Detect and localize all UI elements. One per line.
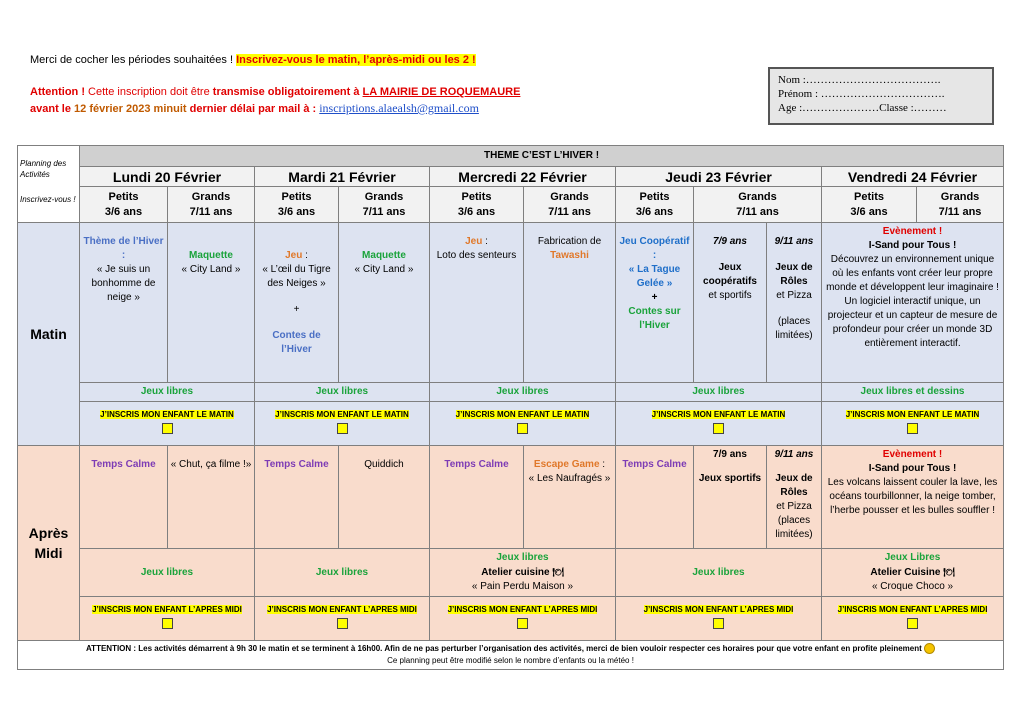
period-matin: Matin xyxy=(18,223,80,446)
attention-text: Cette inscription doit être xyxy=(84,86,213,98)
inscription-apres-vendredi: J’INSCRIS MON ENFANT L’APRES MIDI xyxy=(822,597,1004,641)
apres-mardi-libres: Jeux libres xyxy=(255,549,430,597)
age-grands: Grands 7/11 ans xyxy=(694,187,822,223)
cutlery-icon: 🍽 xyxy=(943,567,955,577)
planning-table xyxy=(17,145,1004,670)
matin-mercredi-grands: Fabrication de Tawashi xyxy=(524,223,616,383)
checkbox-apres-mercredi[interactable] xyxy=(517,618,528,629)
checkbox-matin-lundi[interactable] xyxy=(162,423,173,434)
apres-lundi-libres: Jeux libres xyxy=(80,549,255,597)
deadline-suffix: dernier délai par mail à : xyxy=(186,103,320,115)
inscription-apres-jeudi: J’INSCRIS MON ENFANT L’APRES MIDI xyxy=(616,597,822,641)
checkbox-matin-mercredi[interactable] xyxy=(517,423,528,434)
matin-mercredi-petits: Jeu : Loto des senteurs xyxy=(430,223,524,383)
checkbox-matin-vendredi[interactable] xyxy=(907,423,918,434)
apres-mercredi-grands: Escape Game : « Les Naufragés » xyxy=(524,446,616,549)
attention-bold: transmise obligatoirement à xyxy=(212,86,363,98)
attention-label: Attention ! xyxy=(30,86,85,98)
intro-text: Merci de cocher les périodes souhaitées ! xyxy=(30,54,237,66)
apres-vendredi-libres: Jeux Libres Atelier Cuisine 🍽 « Croque Choco » xyxy=(822,549,1004,597)
inscription-apres-mardi: J’INSCRIS MON ENFANT L’APRES MIDI xyxy=(255,597,430,641)
matin-mardi-grands: Maquette « City Land » xyxy=(339,223,430,383)
inscrivez-label: Inscrivez-vous ! xyxy=(20,195,76,204)
apres-lundi-petits: Temps Calme xyxy=(80,446,168,549)
age-petits: Petits 3/6 ans xyxy=(822,187,917,223)
period-apres-midi: Après Midi xyxy=(18,446,80,641)
apres-mardi-grands: Quiddich xyxy=(339,446,430,549)
email-link[interactable]: inscriptions.alaealsh@gmail.com xyxy=(319,101,479,115)
matin-jeudi-petits: Jeu Coopératif : « La Tague Gelée » + Contes sur l’Hiver xyxy=(616,223,694,383)
attention-line xyxy=(30,86,520,98)
intro-highlight: Inscrivez-vous le matin, l’après-midi ou les 2 ! xyxy=(236,54,476,66)
deadline-line xyxy=(30,101,479,116)
apres-mercredi-petits: Temps Calme xyxy=(430,446,524,549)
matin-jeudi-9-11: 9/11 ans Jeux de Rôles et Pizza (places limitées) xyxy=(767,223,822,383)
checkbox-matin-mardi[interactable] xyxy=(337,423,348,434)
age-petits: Petits 3/6 ans xyxy=(255,187,339,223)
prenom-field[interactable]: Prénom : ……………………………. xyxy=(778,88,945,100)
age-petits: Petits 3/6 ans xyxy=(80,187,168,223)
intro-line xyxy=(30,54,476,66)
day-lundi: Lundi 20 Février xyxy=(80,167,255,187)
matin-mardi-petits: Jeu : « L’œil du Tigre des Neiges » + Contes de l’Hiver xyxy=(255,223,339,383)
matin-jeudi-7-9: 7/9 ans Jeux coopératifs et sportifs xyxy=(694,223,767,383)
age-petits: Petits 3/6 ans xyxy=(616,187,694,223)
matin-mardi-libres: Jeux libres xyxy=(255,383,430,402)
apres-mercredi-libres: Jeux libres Atelier cuisine 🍽 « Pain Perdu Maison » xyxy=(430,549,616,597)
age-petits: Petits 3/6 ans xyxy=(430,187,524,223)
matin-jeudi-libres: Jeux libres xyxy=(616,383,822,402)
mairie-name: LA MAIRIE DE ROQUEMAURE xyxy=(362,86,521,98)
inscription-apres-mercredi: J’INSCRIS MON ENFANT L’APRES MIDI xyxy=(430,597,616,641)
checkbox-apres-mardi[interactable] xyxy=(337,618,348,629)
matin-lundi-libres: Jeux libres xyxy=(80,383,255,402)
matin-vendredi-libres: Jeux libres et dessins xyxy=(822,383,1004,402)
checkbox-matin-jeudi[interactable] xyxy=(713,423,724,434)
apres-jeudi-petits: Temps Calme xyxy=(616,446,694,549)
checkbox-apres-jeudi[interactable] xyxy=(713,618,724,629)
matin-mercredi-libres: Jeux libres xyxy=(430,383,616,402)
inscription-matin-vendredi: J’INSCRIS MON ENFANT LE MATIN xyxy=(822,402,1004,446)
deadline-prefix: avant le xyxy=(30,103,75,115)
checkbox-apres-lundi[interactable] xyxy=(162,618,173,629)
inscription-matin-jeudi: J’INSCRIS MON ENFANT LE MATIN xyxy=(616,402,822,446)
nom-field[interactable]: Nom :………………………………. xyxy=(778,74,941,86)
apres-jeudi-9-11: 9/11 ans Jeux de Rôles et Pizza (places limitées) xyxy=(767,446,822,549)
identity-box xyxy=(768,67,994,125)
day-mercredi: Mercredi 22 Février xyxy=(430,167,616,187)
matin-vendredi-event: Evènement ! I-Sand pour Tous ! Découvrez un environnement unique où les enfants vont créer leur propre monde et développent leur imaginaire ! Un logiciel interactif unique, un projecteur et un capteur de mesure de profondeur pour créer un monde 3D entièrement interactif. xyxy=(822,223,1004,383)
age-grands: Grands 7/11 ans xyxy=(917,187,1004,223)
inscription-apres-lundi: J’INSCRIS MON ENFANT L’APRES MIDI xyxy=(80,597,255,641)
matin-lundi-petits: Thème de l’Hiver : « Je suis un bonhomme de neige » xyxy=(80,223,168,383)
day-jeudi: Jeudi 23 Février xyxy=(616,167,822,187)
checkbox-apres-vendredi[interactable] xyxy=(907,618,918,629)
deadline-date: 12 février 2023 minuit xyxy=(74,103,187,115)
cutlery-icon: 🍽 xyxy=(552,567,564,577)
day-mardi: Mardi 21 Février xyxy=(255,167,430,187)
apres-vendredi-event: Evènement ! I-Sand pour Tous ! Les volcans laissent couler la lave, les océans tourbillonner, la neige tomber, l’herbe pousser et les bulles souffler ! xyxy=(822,446,1004,549)
apres-jeudi-7-9: 7/9 ans Jeux sportifs xyxy=(694,446,767,549)
theme-title: THEME C’EST L’HIVER ! xyxy=(80,146,1004,167)
age-grands: Grands 7/11 ans xyxy=(339,187,430,223)
planning-label: Planning des Activités xyxy=(20,159,67,179)
day-vendredi: Vendredi 24 Février xyxy=(822,167,1004,187)
inscription-matin-mercredi: J’INSCRIS MON ENFANT LE MATIN xyxy=(430,402,616,446)
apres-mardi-petits: Temps Calme xyxy=(255,446,339,549)
apres-jeudi-libres: Jeux libres xyxy=(616,549,822,597)
age-grands: Grands 7/11 ans xyxy=(168,187,255,223)
matin-lundi-grands: Maquette « City Land » xyxy=(168,223,255,383)
planning-header-cell xyxy=(18,146,80,223)
apres-lundi-grands: « Chut, ça filme !» xyxy=(168,446,255,549)
footer-note: ATTENTION : Les activités démarrent à 9h 30 le matin et se terminent à 16h00. Afin de ne pas perturber l’organisation des activités, merci de bien vouloir respecter ces horaires pour que votre enfant en profite pleinement Ce planning peut être modifié selon le nombre d’enfants ou la météo ! xyxy=(18,641,1004,670)
age-grands: Grands 7/11 ans xyxy=(524,187,616,223)
age-classe-field[interactable]: Age :…………………Classe :……… xyxy=(778,102,947,114)
inscription-matin-mardi: J’INSCRIS MON ENFANT LE MATIN xyxy=(255,402,430,446)
smiley-icon xyxy=(924,643,935,654)
inscription-matin-lundi: J’INSCRIS MON ENFANT LE MATIN xyxy=(80,402,255,446)
